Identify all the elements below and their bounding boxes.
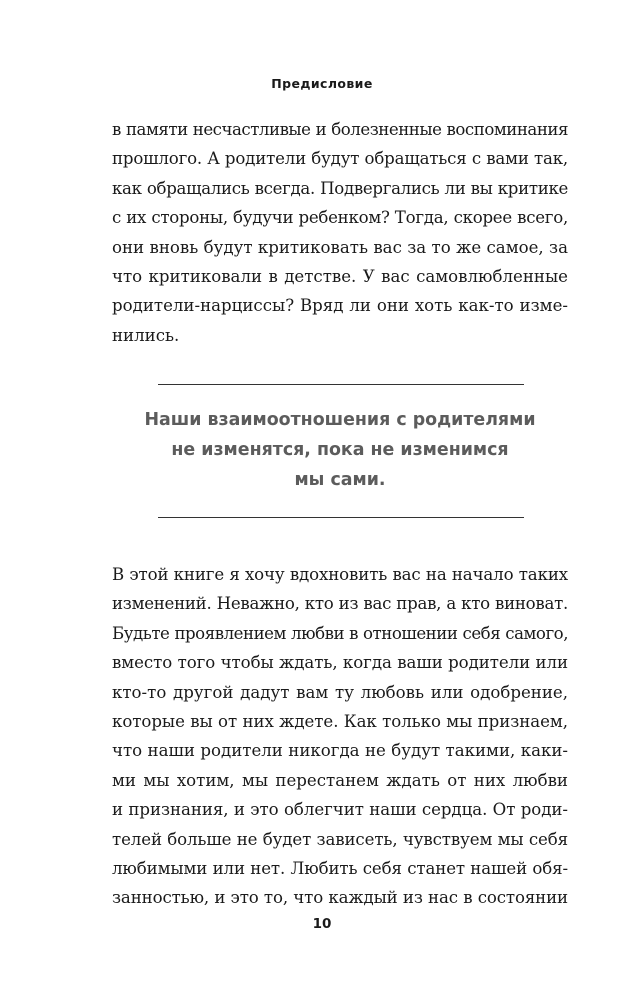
text-line: занностью, и это то, что каждый из нас в состоянии — [112, 888, 568, 908]
text-line: которые вы от них ждете. Как только мы признаем, — [112, 712, 568, 732]
text-line: они вновь будут критиковать вас за то же самое, за — [112, 237, 568, 257]
text-line: и признания, и это облегчит наши сердца. От роди- — [112, 800, 568, 820]
text-line: как обращались всегда. Подвергались ли вы критике — [112, 178, 568, 198]
text-line: вместо того чтобы ждать, когда ваши родители или — [112, 653, 568, 673]
text-line: что критиковали в детстве. У вас самовлюбленные — [112, 267, 568, 287]
page-number: 10 — [312, 916, 332, 932]
text-line: что наши родители никогда не будут такими, каки- — [112, 741, 568, 761]
text-line: прошлого. А родители будут обращаться с вами так, — [112, 149, 568, 169]
pull-quote — [140, 405, 540, 495]
text-line: В этой книге я хочу вдохновить вас на начало таких — [112, 565, 568, 584]
pull-quote-bottom-rule — [158, 517, 524, 518]
text-line: телей больше не будет зависеть, чувствуем мы себя — [112, 829, 568, 849]
pull-quote-line: не изменятся, пока не изменимся — [171, 440, 509, 460]
text-line: любимыми или нет. Любить себя станет нашей обя- — [112, 859, 568, 879]
text-line: ми мы хотим, мы перестанем ждать от них любви — [112, 770, 568, 790]
pull-quote-top-rule — [158, 384, 524, 385]
pull-quote-line: мы сами. — [294, 470, 386, 490]
text-line: изменений. Неважно, кто из вас прав, а кто виноват. — [112, 594, 568, 614]
text-line: нились. — [112, 325, 180, 345]
text-line: Будьте проявлением любви в отношении себя самого, — [112, 623, 568, 643]
paragraph-1 — [112, 115, 568, 350]
text-line: кто-то другой дадут вам ту любовь или одобрение, — [112, 682, 568, 702]
text-line: в памяти несчастливые и болезненные воспоминания — [112, 120, 568, 139]
pull-quote-line: Наши взаимоотношения с родителями — [144, 410, 536, 430]
text-line: с их стороны, будучи ребенком? Тогда, скорее всего, — [112, 208, 568, 228]
running-head: Предисловие — [271, 76, 373, 91]
paragraph-2 — [112, 560, 568, 913]
text-line: родители-нарциссы? Вряд ли они хоть как-то изме- — [112, 296, 568, 316]
